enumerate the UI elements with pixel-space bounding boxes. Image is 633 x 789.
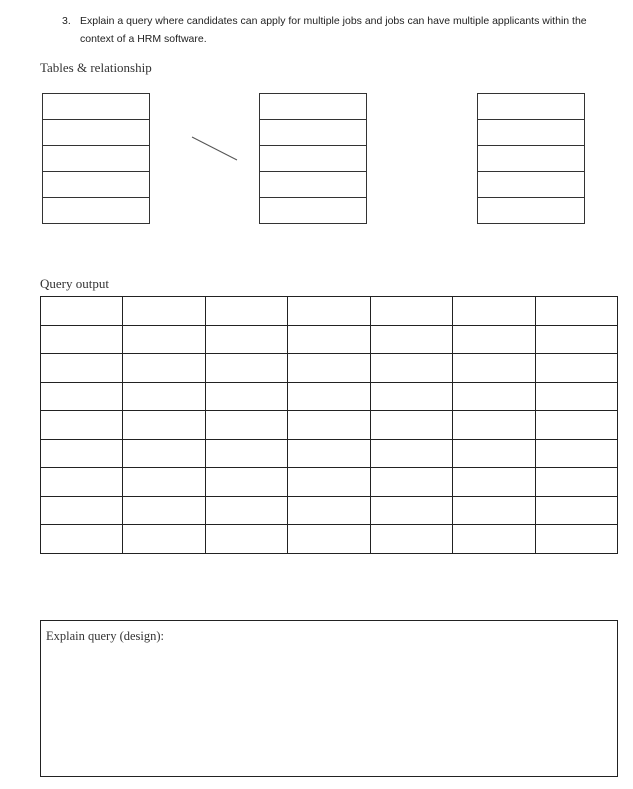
output-grid-cell[interactable] (205, 297, 287, 326)
output-grid-cell[interactable] (370, 468, 452, 497)
entity-table-row[interactable] (43, 198, 149, 223)
output-grid-cell[interactable] (41, 325, 123, 354)
entity-table-2 (259, 93, 367, 224)
entity-table-row[interactable] (43, 94, 149, 120)
question-text: Explain a query where candidates can apply for multiple jobs and jobs can have multiple applicants within the context of a HRM software. (80, 15, 587, 45)
output-grid-cell[interactable] (123, 439, 205, 468)
output-grid-cell[interactable] (41, 439, 123, 468)
output-grid-cell[interactable] (288, 382, 370, 411)
output-grid-cell[interactable] (453, 525, 535, 554)
entity-table-row[interactable] (478, 146, 584, 172)
entity-table-row[interactable] (478, 198, 584, 223)
output-grid-cell[interactable] (288, 439, 370, 468)
entity-table-3 (477, 93, 585, 224)
output-grid-cell[interactable] (453, 297, 535, 326)
output-grid-cell[interactable] (288, 468, 370, 497)
output-grid-cell[interactable] (205, 411, 287, 440)
output-grid-cell[interactable] (288, 411, 370, 440)
output-grid-cell[interactable] (41, 525, 123, 554)
output-grid-cell[interactable] (535, 468, 617, 497)
output-grid-row (41, 411, 618, 440)
output-grid-cell[interactable] (535, 525, 617, 554)
output-grid-cell[interactable] (370, 382, 452, 411)
output-grid-cell[interactable] (123, 411, 205, 440)
output-grid-cell[interactable] (123, 525, 205, 554)
output-grid-cell[interactable] (370, 496, 452, 525)
output-grid-cell[interactable] (535, 325, 617, 354)
output-grid-row (41, 525, 618, 554)
output-grid-cell[interactable] (288, 525, 370, 554)
output-grid-cell[interactable] (370, 325, 452, 354)
output-grid-cell[interactable] (123, 496, 205, 525)
output-grid-cell[interactable] (123, 382, 205, 411)
output-grid-cell[interactable] (453, 411, 535, 440)
entity-table-row[interactable] (43, 120, 149, 146)
explain-query-label: Explain query (design): (46, 629, 165, 643)
output-grid-cell[interactable] (41, 496, 123, 525)
output-grid-row (41, 297, 618, 326)
output-grid-cell[interactable] (41, 411, 123, 440)
query-output-heading: Query output (40, 276, 109, 291)
output-grid-row (41, 354, 618, 383)
output-grid-cell[interactable] (205, 525, 287, 554)
output-grid-cell[interactable] (535, 382, 617, 411)
output-grid-cell[interactable] (370, 439, 452, 468)
output-grid-cell[interactable] (453, 382, 535, 411)
output-grid-cell[interactable] (205, 468, 287, 497)
output-grid-cell[interactable] (370, 525, 452, 554)
output-grid-cell[interactable] (41, 382, 123, 411)
explain-query-box[interactable] (40, 620, 618, 777)
entity-table-row[interactable] (260, 172, 366, 198)
entity-table-1 (42, 93, 150, 224)
entity-table-row[interactable] (478, 94, 584, 120)
output-grid-cell[interactable] (123, 468, 205, 497)
output-grid-cell[interactable] (453, 496, 535, 525)
output-grid-cell[interactable] (205, 496, 287, 525)
entity-table-row[interactable] (478, 120, 584, 146)
output-grid-cell[interactable] (123, 325, 205, 354)
entity-table-row[interactable] (260, 198, 366, 223)
output-grid-cell[interactable] (535, 411, 617, 440)
output-grid-cell[interactable] (453, 439, 535, 468)
output-grid-cell[interactable] (535, 496, 617, 525)
query-output-grid (40, 296, 618, 554)
output-grid-cell[interactable] (288, 297, 370, 326)
output-grid-cell[interactable] (288, 496, 370, 525)
output-grid-cell[interactable] (535, 297, 617, 326)
output-grid-cell[interactable] (370, 411, 452, 440)
output-grid-cell[interactable] (453, 325, 535, 354)
output-grid-cell[interactable] (41, 354, 123, 383)
output-grid-cell[interactable] (205, 382, 287, 411)
output-grid-cell[interactable] (123, 354, 205, 383)
output-grid-cell[interactable] (205, 354, 287, 383)
output-grid-cell[interactable] (370, 354, 452, 383)
output-grid-cell[interactable] (453, 468, 535, 497)
output-grid-cell[interactable] (288, 325, 370, 354)
output-grid-cell[interactable] (205, 325, 287, 354)
output-grid-cell[interactable] (370, 297, 452, 326)
output-grid-row (41, 439, 618, 468)
output-grid-cell[interactable] (288, 354, 370, 383)
output-grid-row (41, 382, 618, 411)
output-grid-cell[interactable] (41, 468, 123, 497)
output-grid-cell[interactable] (205, 439, 287, 468)
output-grid-cell[interactable] (41, 297, 123, 326)
output-grid-cell[interactable] (123, 297, 205, 326)
entity-table-row[interactable] (260, 146, 366, 172)
output-grid-cell[interactable] (535, 354, 617, 383)
entity-table-row[interactable] (43, 172, 149, 198)
entity-table-row[interactable] (260, 120, 366, 146)
entity-table-row[interactable] (43, 146, 149, 172)
output-grid-row (41, 496, 618, 525)
question-block (62, 12, 622, 48)
question-number: 3. (62, 15, 71, 27)
entity-table-row[interactable] (478, 172, 584, 198)
output-grid-cell[interactable] (535, 439, 617, 468)
tables-relationship-heading: Tables & relationship (40, 60, 152, 75)
entity-table-row[interactable] (260, 94, 366, 120)
output-grid-row (41, 468, 618, 497)
output-grid-cell[interactable] (453, 354, 535, 383)
relationship-line (192, 137, 237, 160)
output-grid-row (41, 325, 618, 354)
